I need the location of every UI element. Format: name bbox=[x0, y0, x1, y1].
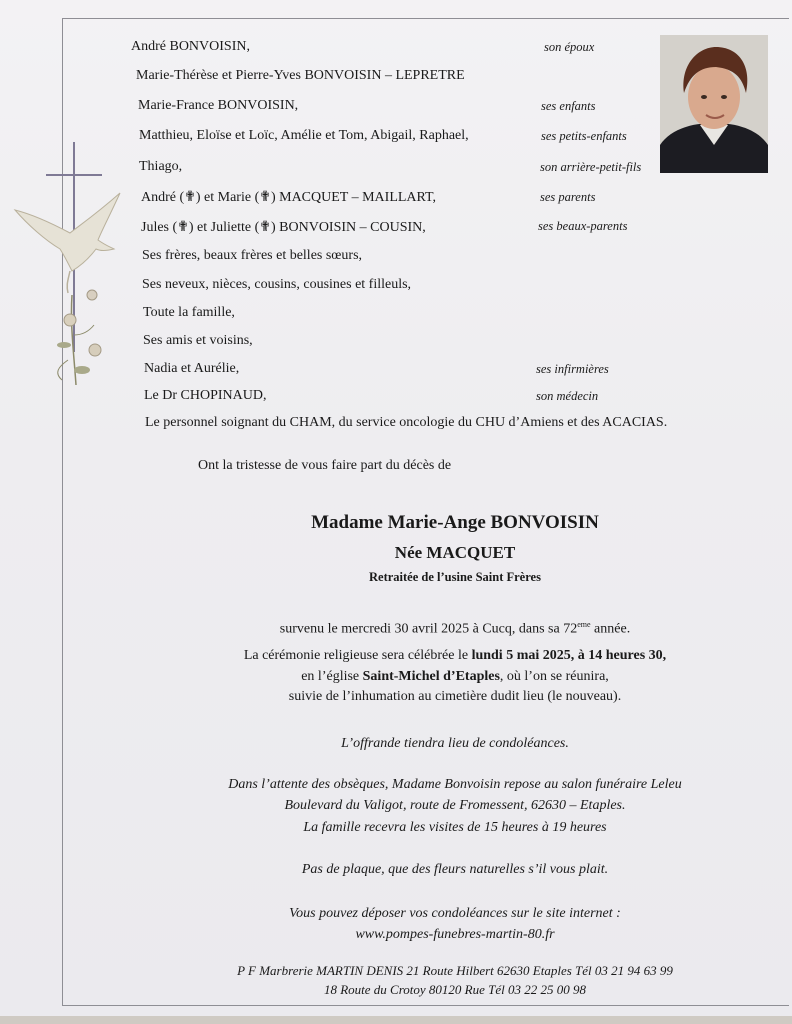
deceased-name: Madame Marie-Ange BONVOISIN bbox=[311, 512, 599, 533]
family-line-9: Ses neveux, nièces, cousins, cousines et filleuls, bbox=[142, 277, 412, 292]
deceased-occupation: Retraitée de l’usine Saint Frères bbox=[369, 570, 541, 584]
site-line-1: Vous pouvez déposer vos condoléances sur le site internet : bbox=[289, 906, 621, 921]
attente-line-3: La famille recevra les visites de 15 heures à 19 heures bbox=[303, 820, 607, 835]
plaque-line: Pas de plaque, que des fleurs naturelles s’il vous plait. bbox=[301, 862, 609, 877]
family-role-12: ses infirmières bbox=[536, 362, 609, 376]
ceremony-line-1: La cérémonie religieuse sera célébrée le lundi 5 mai 2025, à 14 heures 30, bbox=[243, 648, 667, 663]
cross-icon-bar bbox=[46, 174, 102, 176]
site-url: www.pompes-funebres-martin-80.fr bbox=[355, 927, 555, 942]
ceremony-line-2: en l’église Saint-Michel d’Etaples, où l’on se réunira, bbox=[301, 669, 609, 684]
family-line-13: Le Dr CHOPINAUD, bbox=[144, 388, 267, 403]
attente-line-2: Boulevard du Valigot, route de Fromessent, 62630 – Etaples. bbox=[284, 798, 626, 813]
ceremony-line-3: suivie de l’inhumation au cimetière dudit lieu (le nouveau). bbox=[288, 689, 622, 704]
death-date-line: survenu le mercredi 30 avril 2025 à Cucq, dans sa 72eme année. bbox=[279, 620, 631, 637]
family-line-8: Ses frères, beaux frères et belles sœurs, bbox=[142, 248, 363, 263]
family-role-6: ses parents bbox=[540, 190, 596, 204]
family-line-6: André (✟) et Marie (✟) MACQUET – MAILLART, bbox=[141, 190, 437, 205]
family-line-4: Matthieu, Eloïse et Loïc, Amélie et Tom, Abigail, Raphael, bbox=[139, 128, 469, 143]
family-line-10: Toute la famille, bbox=[143, 305, 235, 320]
family-line-12: Nadia et Aurélie, bbox=[144, 361, 240, 376]
footer-line-1: P F Marbrerie MARTIN DENIS 21 Route Hilbert 62630 Etaples Tél 03 21 94 63 99 bbox=[237, 963, 673, 978]
family-role-4: ses petits-enfants bbox=[541, 129, 627, 143]
dove-and-flowers-icon bbox=[10, 185, 130, 395]
family-line-3: Marie-France BONVOISIN, bbox=[138, 98, 299, 113]
family-line-5: Thiago, bbox=[139, 159, 183, 174]
family-line-11: Ses amis et voisins, bbox=[143, 333, 253, 348]
family-line-7: Jules (✟) et Juliette (✟) BONVOISIN – COUSIN, bbox=[141, 220, 426, 235]
family-role-3: ses enfants bbox=[541, 99, 596, 113]
family-line-2: Marie-Thérèse et Pierre-Yves BONVOISIN – LEPRETRE bbox=[136, 68, 465, 83]
family-role-7: ses beaux-parents bbox=[538, 219, 628, 233]
attente-line-1: Dans l’attente des obsèques, Madame Bonvoisin repose au salon funéraire Leleu bbox=[228, 777, 682, 792]
footer-line-2: 18 Route du Crotoy 80120 Rue Tél 03 22 25 00 98 bbox=[323, 982, 587, 997]
family-line-1: André BONVOISIN, bbox=[131, 39, 250, 54]
offrande-line: L’offrande tiendra lieu de condoléances. bbox=[341, 736, 569, 751]
family-role-1: son époux bbox=[544, 40, 595, 54]
family-role-5: son arrière-petit-fils bbox=[540, 160, 642, 174]
deceased-maiden-name: Née MACQUET bbox=[394, 543, 516, 562]
family-line-14: Le personnel soignant du CHAM, du service oncologie du CHU d’Amiens et des ACACIAS. bbox=[145, 415, 668, 430]
portrait-photo bbox=[660, 35, 768, 173]
family-role-13: son médecin bbox=[536, 389, 599, 403]
announce-text: Ont la tristesse de vous faire part du décès de bbox=[198, 458, 452, 473]
